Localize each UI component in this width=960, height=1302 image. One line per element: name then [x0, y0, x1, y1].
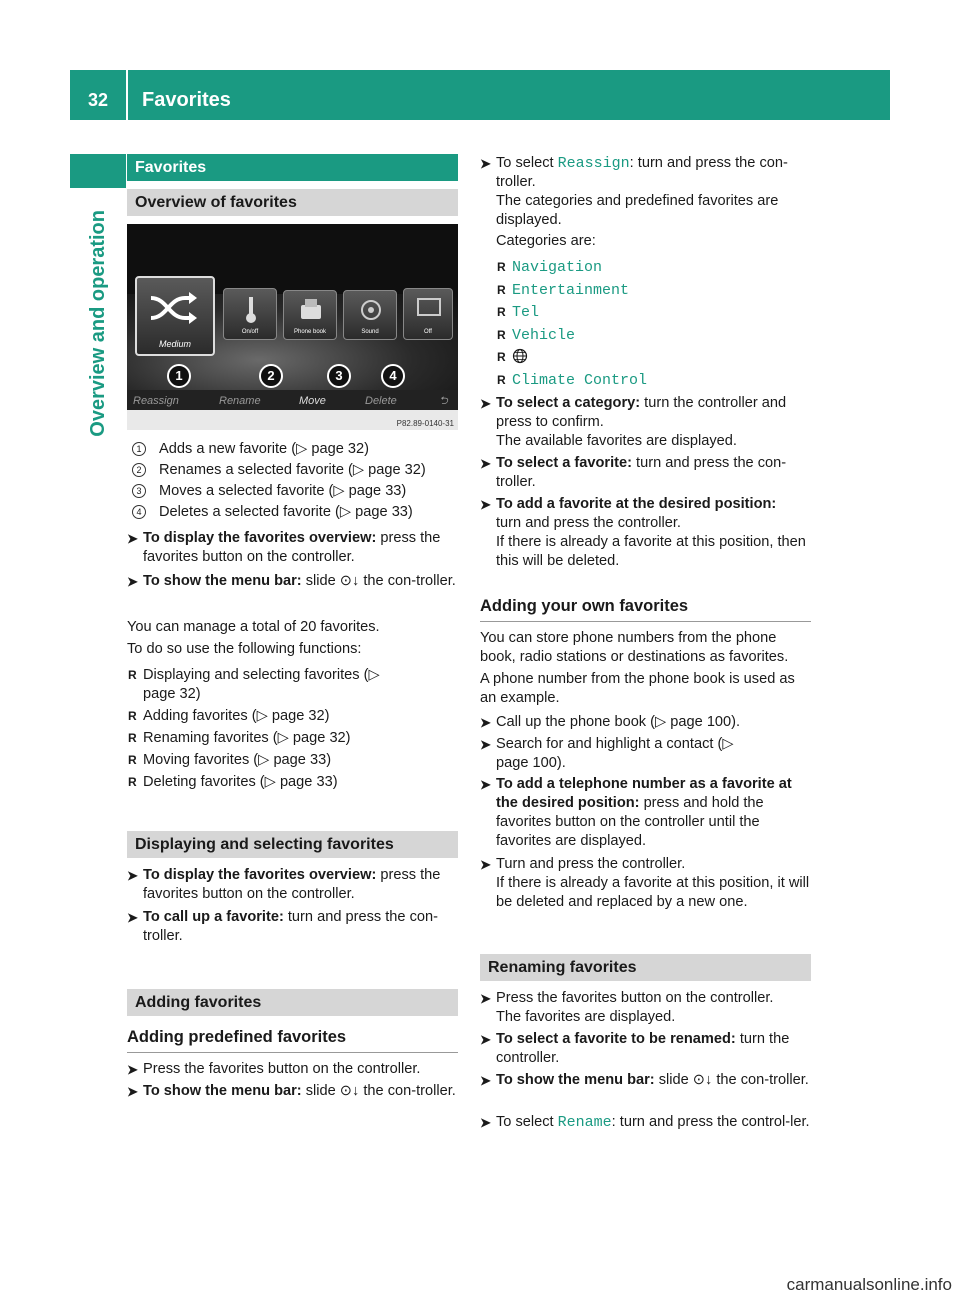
- tile-off: [403, 288, 453, 340]
- step-press-button: ➤ Press the favorites button on the controller.: [127, 1061, 421, 1077]
- step-arrow-icon: ➤: [127, 910, 138, 925]
- bullet-icon: R: [497, 373, 506, 387]
- category-item: R Tel: [497, 304, 540, 321]
- step-select-rename-menu: ➤ To select Rename: turn and press the control-ler.: [480, 1114, 810, 1131]
- screen-menu-bar: [127, 390, 458, 410]
- categories-label: Categories are:: [496, 233, 596, 249]
- para-total: You can manage a total of 20 favorites.: [127, 619, 380, 635]
- heading-adding: Adding favorites: [127, 989, 458, 1016]
- tile-sound: [343, 290, 397, 340]
- para-functions-intro: To do so use the following functions:: [127, 641, 362, 657]
- callout-number: 2: [132, 463, 146, 477]
- step-arrow-icon: ➤: [127, 531, 138, 546]
- page-header: [70, 70, 890, 120]
- step-arrow-icon: ➤: [480, 1073, 491, 1088]
- tile-medium: [135, 276, 215, 356]
- step-turn-press: ➤ Turn and press the controller. If there is already a favorite at this position, it will be deleted and replaced by a new one.: [480, 856, 810, 910]
- heading-displaying: Displaying and selecting favorites: [127, 831, 458, 858]
- tile-onoff: [223, 288, 277, 340]
- bullet-icon: R: [128, 709, 137, 723]
- menu-rename: Rename: [219, 395, 261, 407]
- bullet-icon: R: [128, 668, 137, 682]
- heading-renaming: Renaming favorites: [480, 954, 811, 981]
- callout-2: 2: [259, 364, 283, 388]
- screen-icon: [416, 297, 442, 319]
- step-select-rename: ➤ To select a favorite to be renamed: turn the controller.: [480, 1031, 790, 1066]
- heading-own-favorites: Adding your own favorites: [480, 595, 811, 622]
- step-arrow-icon: ➤: [480, 715, 491, 730]
- step-arrow-icon: ➤: [480, 156, 491, 171]
- tile-label: Sound: [361, 329, 379, 335]
- step-arrow-icon: ➤: [480, 497, 491, 512]
- sound-icon: [358, 297, 384, 323]
- step-display-overview-2: ➤ To display the favorites overview: press the favorites button on the controller.: [127, 867, 441, 902]
- bullet-icon: R: [128, 775, 137, 789]
- globe-icon: [512, 348, 528, 364]
- category-item: [496, 348, 528, 367]
- phone-book-icon: [297, 297, 325, 323]
- header-title: Favorites: [142, 89, 231, 111]
- para-own-2: A phone number from the phone book is used as an example.: [480, 671, 795, 706]
- category-item: R Vehicle: [497, 327, 576, 344]
- heading-overview: Overview of favorites: [127, 189, 458, 216]
- tile-label: Phone book: [293, 329, 327, 335]
- callout-number: 3: [132, 484, 146, 498]
- callout-number: 4: [132, 505, 146, 519]
- step-arrow-icon: ➤: [480, 857, 491, 872]
- category-item: R Climate Control: [497, 372, 648, 389]
- back-icon: ⮌: [439, 395, 448, 407]
- side-section-label: Overview and operation: [87, 210, 109, 437]
- page-number: 32: [87, 90, 109, 110]
- shuffle-icon: [145, 286, 205, 330]
- thermometer-icon: [241, 295, 261, 325]
- step-press-fav: ➤ Press the favorites button on the controller. The favorites are displayed.: [480, 990, 774, 1025]
- heading-predefined: Adding predefined favorites: [127, 1026, 458, 1053]
- image-code-strip: [127, 410, 458, 430]
- callout-1: 1: [167, 364, 191, 388]
- function-item: R Adding favorites (▷ page 32): [128, 708, 330, 724]
- step-select-favorite: ➤ To select a favorite: turn and press the con-troller.: [480, 455, 787, 490]
- category-item: R Entertainment: [497, 282, 630, 299]
- step-call-up: ➤ To call up a favorite: turn and press the con-troller.: [127, 909, 438, 944]
- function-item: R Deleting favorites (▷ page 33): [128, 774, 338, 790]
- menu-move: Move: [299, 392, 326, 412]
- step-arrow-icon: ➤: [127, 1084, 138, 1099]
- step-select-reassign: ➤ To select Reassign: turn and press the con-troller. The categories and predefined favorites are displayed.: [480, 155, 788, 228]
- step-arrow-icon: ➤: [480, 456, 491, 471]
- function-item: R Displaying and selecting favorites (▷ page 32): [128, 667, 380, 702]
- step-add-telephone: ➤ To add a telephone number as a favorite at the desired position: press and hold the favorites button on the controller until the favorites are displayed.: [480, 776, 792, 849]
- bullet-icon: R: [497, 305, 506, 319]
- step-show-menu: ➤ To show the menu bar: slide ⊙↓ the con-troller.: [127, 573, 456, 589]
- image-code: P82.89-0140-31: [396, 419, 454, 428]
- step-arrow-icon: ➤: [480, 777, 491, 792]
- step-arrow-icon: ➤: [480, 396, 491, 411]
- step-add-position: ➤ To add a favorite at the desired position: turn and press the controller. If there is already a favorite at this position, then this will be deleted.: [480, 496, 806, 569]
- callout-3: 3: [327, 364, 351, 388]
- callout-item-1: 1 Adds a new favorite (▷ page 32): [132, 440, 458, 459]
- menu-reassign: Reassign: [133, 395, 179, 407]
- category-item: R Navigation: [497, 259, 603, 276]
- tile-phonebook: [283, 290, 337, 340]
- step-arrow-icon: ➤: [480, 737, 491, 752]
- menu-delete: Delete: [365, 395, 397, 407]
- callout-item-2: 2 Renames a selected favorite (▷ page 32): [132, 461, 458, 480]
- watermark: carmanualsonline.info: [786, 1275, 952, 1294]
- tile-label: Off: [424, 329, 432, 335]
- tile-label: Medium: [158, 339, 191, 349]
- step-search-contact: ➤ Search for and highlight a contact (▷ page 100).: [480, 736, 734, 771]
- favorites-screen-image: [127, 224, 458, 430]
- step-show-menu-3: ➤ To show the menu bar: slide ⊙↓ the con-troller.: [480, 1072, 809, 1088]
- callout-number: 1: [132, 442, 146, 456]
- para-own-1: You can store phone numbers from the phone book, radio stations or destinations as favorites.: [480, 630, 789, 665]
- header-divider: [126, 70, 128, 120]
- side-tab-block: [70, 154, 126, 188]
- function-item: R Moving favorites (▷ page 33): [128, 752, 332, 768]
- step-arrow-icon: ➤: [127, 574, 138, 589]
- step-arrow-icon: ➤: [480, 1115, 491, 1130]
- callout-item-3: 3 Moves a selected favorite (▷ page 33): [132, 482, 458, 501]
- step-arrow-icon: ➤: [480, 1032, 491, 1047]
- section-title-favorites: Favorites: [127, 154, 458, 181]
- step-select-category: ➤ To select a category: turn the controller and press to confirm. The available favorites are displayed.: [480, 395, 787, 449]
- step-arrow-icon: ➤: [127, 868, 138, 883]
- bullet-icon: R: [497, 350, 506, 364]
- bullet-icon: R: [497, 328, 506, 342]
- tile-label: On/off: [241, 329, 259, 335]
- bullet-icon: R: [497, 283, 506, 297]
- bullet-icon: R: [128, 753, 137, 767]
- callout-item-4: 4 Deletes a selected favorite (▷ page 33): [132, 503, 458, 522]
- step-show-menu-2: ➤ To show the menu bar: slide ⊙↓ the con-troller.: [127, 1083, 456, 1099]
- bullet-icon: R: [497, 260, 506, 274]
- step-arrow-icon: ➤: [480, 991, 491, 1006]
- function-item: R Renaming favorites (▷ page 32): [128, 730, 351, 746]
- callout-4: 4: [381, 364, 405, 388]
- step-display-overview: ➤ To display the favorites overview: press the favorites button on the controller.: [127, 530, 441, 565]
- step-call-phonebook: ➤ Call up the phone book (▷ page 100).: [480, 714, 741, 730]
- bullet-icon: R: [128, 731, 137, 745]
- step-arrow-icon: ➤: [127, 1062, 138, 1077]
